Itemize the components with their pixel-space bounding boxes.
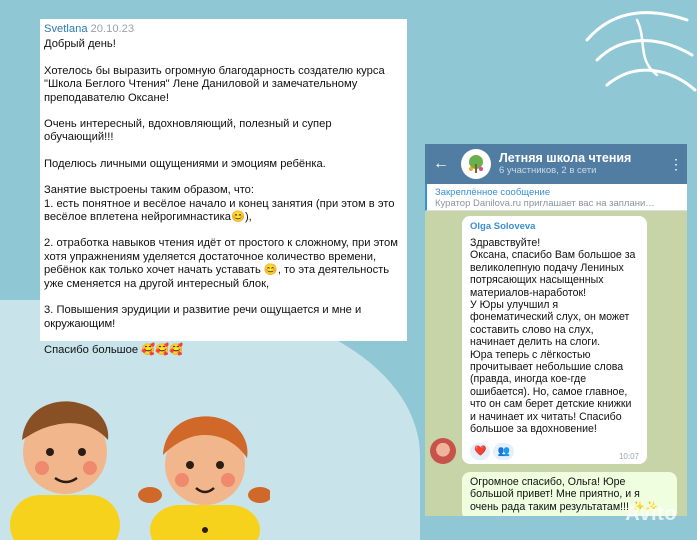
pinned-message-bar[interactable] (425, 184, 687, 211)
review-paragraph: Добрый день! (44, 38, 116, 51)
school-logo-icon (461, 149, 491, 179)
chat-subtitle: 6 участников, 2 в сети (499, 165, 597, 176)
heart-reaction[interactable]: ❤️ (470, 443, 490, 460)
back-arrow-icon[interactable]: ← (433, 155, 449, 172)
review-body (44, 38, 403, 357)
chat-titles[interactable] (499, 151, 669, 177)
review-paragraph: Хотелось бы выразить огромную благодарность создателю курса "Школа Беглого Чтения" Лене Даниловой и замечательному преподавателю Оксане! (44, 64, 385, 104)
kebab-menu-icon[interactable]: ⋮ (669, 155, 683, 172)
pinned-text: Куратор Danilova.ru приглашает вас на заплани… (435, 198, 655, 209)
sender-avatar[interactable] (430, 438, 456, 464)
review-paragraph: Поделюсь личными ощущениями и эмоциям ребёнка. (44, 157, 326, 170)
review-paragraph: Очень интересный, вдохновляющий, полезный и супер обучающий!!! (44, 118, 332, 144)
chat-title: Летняя школа чтения (499, 151, 632, 165)
chat-header (425, 144, 687, 184)
avatars-reaction[interactable]: 👥 (493, 443, 513, 460)
swirl-decoration (577, 0, 697, 110)
message-reactions (470, 443, 639, 460)
review-paragraph: Занятие выстроены таким образом, что: 1. есть понятное и весёлое начало и конец занятия (при этом в это весёлое вплетена нейрогимнастика😊), (44, 184, 395, 224)
review-header (44, 23, 403, 36)
review-paragraph: 2. отработка навыков чтения идёт от простого к сложному, при этом хотя упражнениям уделяется достаточное количество времени, ребёнок как только хочет начать уставать 😊, то эта деятельность уже сменяется на другой интересный блок, (44, 237, 398, 290)
group-avatar[interactable] (461, 149, 491, 179)
message-text: Здравствуйте! Оксана, спасибо Вам большое за великолепную подачу Лениных потрясающих насыщенных материалов-наработок! У Юры улучшил я фонематический слух, он может составить слово на слух, начинает делить на слоги. Юра теперь с лёгкостью прочитывает небольшие слова (правда, иногда кое-где ошибается). Но, самое главное, что он сам берет детские книжки и начинает их читать! Спасибо большое за вдохновение! (470, 237, 636, 436)
message-author[interactable]: Olga Soloveva (470, 221, 536, 232)
telegram-chat-window (425, 144, 687, 516)
review-paragraph: Спасибо большое 🥰🥰🥰 (44, 343, 183, 356)
watermark-logo: Avito (625, 503, 677, 525)
pinned-title: Закреплённое сообщение (435, 187, 551, 198)
review-author[interactable]: Svetlana (44, 23, 88, 35)
kids-illustration (0, 380, 270, 540)
review-paragraph: 3. Повышения эрудиции и развитие речи ощущается и мне и окружающим! (44, 304, 362, 330)
message-time: 10:07 (618, 452, 639, 461)
review-date: 20.10.23 (90, 23, 135, 35)
outgoing-message[interactable]: Огромное спасибо, Ольга! Юре большой привет! Мне приятно, и я очень рада таким результатам!!! ✨✨ (462, 472, 677, 516)
review-card (40, 19, 407, 356)
incoming-message[interactable] (462, 216, 647, 464)
